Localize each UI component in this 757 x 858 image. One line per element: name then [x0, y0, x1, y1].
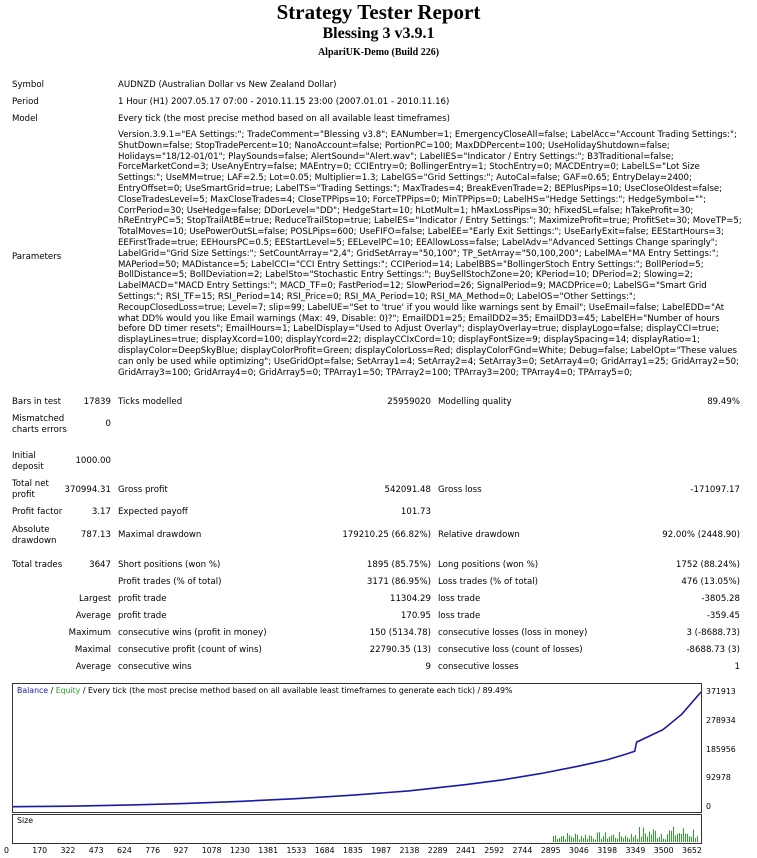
- legend-description: / Every tick (the most precise method based on all available least timeframes to generate each tick) / 89.49%: [80, 686, 513, 695]
- alt-label: loss trade: [438, 611, 481, 621]
- lpt-value: 11304.29: [389, 594, 431, 604]
- grossloss-label: Gross loss: [438, 485, 482, 495]
- size-bar: [597, 832, 598, 842]
- period-label: Period: [12, 97, 39, 107]
- size-bar: [577, 835, 578, 842]
- size-bar: [573, 838, 574, 842]
- size-bar: [617, 839, 618, 842]
- size-bar: [663, 839, 664, 842]
- x-tick-label: 2289: [427, 846, 448, 855]
- reldd-value: 92.00% (2448.90): [662, 530, 740, 540]
- apt-label: profit trade: [118, 611, 167, 621]
- x-tick-label: 3500: [653, 846, 674, 855]
- size-bar: [667, 834, 668, 842]
- deposit-value: 1000.00: [75, 456, 111, 466]
- legend-equity: Equity: [55, 686, 81, 695]
- y-tick-label: 0: [706, 802, 711, 811]
- chart-legend: [17, 686, 512, 695]
- short-label: Short positions (won %): [118, 560, 221, 570]
- y-tick-label: 92978: [706, 773, 731, 783]
- mclc-label: consecutive loss (count of losses): [438, 645, 583, 655]
- x-tick-label: 2744: [512, 846, 533, 855]
- size-bar: [653, 829, 654, 842]
- maximal-label: Maximal: [74, 645, 111, 655]
- x-tick-label: 1987: [371, 846, 392, 855]
- size-bar: [693, 830, 694, 842]
- x-tick-label: 3652: [682, 846, 702, 855]
- absdd-value: 787.13: [80, 530, 111, 540]
- x-tick-label: 1533: [286, 846, 307, 855]
- size-bar: [685, 834, 686, 842]
- size-bar: [559, 838, 560, 842]
- x-tick-label: 3046: [569, 846, 589, 855]
- reldd-label: Relative drawdown: [438, 530, 520, 540]
- acl-value: 1: [734, 662, 740, 672]
- period-value: 1 Hour (H1) 2007.05.17 07:00 - 2010.11.15 23:00 (2007.01.01 - 2010.11.16): [118, 97, 450, 107]
- size-bar: [633, 837, 634, 842]
- x-tick-label: 1684: [314, 846, 335, 855]
- parameters-label: Parameters: [12, 252, 62, 262]
- size-bar: [687, 834, 688, 842]
- size-bar: [689, 836, 690, 842]
- size-bar: [579, 839, 580, 842]
- short-value: 1895 (85.75%): [366, 560, 431, 570]
- size-bar: [661, 834, 662, 842]
- size-bar: [671, 831, 672, 842]
- size-bar: [691, 837, 692, 842]
- size-bar: [605, 832, 606, 842]
- ticks-label: Ticks modelled: [118, 397, 183, 407]
- mcl-label: consecutive losses (loss in money): [438, 628, 588, 638]
- average-label: Average: [75, 611, 111, 621]
- size-bar: [581, 836, 582, 842]
- absdd-label-1: Absolute: [12, 525, 50, 535]
- mcl-value: 3 (-8688.73): [686, 628, 740, 638]
- size-bar: [587, 839, 588, 842]
- size-bar: [621, 836, 622, 842]
- netprofit-label-1: Total net: [12, 479, 49, 489]
- lt-value: 476 (13.05%): [681, 577, 740, 587]
- x-tick-label: 2138: [399, 846, 420, 855]
- size-bar: [665, 839, 666, 842]
- size-bar: [599, 832, 600, 842]
- maxdd-label: Maximal drawdown: [118, 530, 202, 540]
- size-bar: [629, 839, 630, 842]
- maximum-label: Maximum: [68, 628, 111, 638]
- mclc-value: -8688.73 (3): [686, 645, 740, 655]
- size-bar: [613, 835, 614, 842]
- size-bar: [679, 833, 680, 842]
- pt-label: Profit trades (% of total): [118, 577, 222, 587]
- size-bar: [643, 828, 644, 842]
- balance-chart: [12, 683, 702, 813]
- x-tick-label: 2441: [456, 846, 476, 855]
- size-bar: [583, 838, 584, 842]
- size-bar: [619, 832, 620, 842]
- y-tick-label: 278934: [706, 715, 736, 725]
- x-tick-label: 3349: [625, 846, 646, 855]
- y-tick-label: 185956: [706, 744, 736, 754]
- long-value: 1752 (88.24%): [675, 560, 740, 570]
- size-bar: [561, 836, 562, 842]
- acl-label: consecutive losses: [438, 662, 519, 672]
- balance-series-line: [13, 692, 701, 807]
- size-bar: [557, 839, 558, 842]
- size-bar: [603, 836, 604, 842]
- size-bar: [565, 839, 566, 842]
- legend-separator: /: [48, 686, 56, 695]
- size-bar: [555, 836, 556, 842]
- size-bar: [681, 834, 682, 842]
- size-bar: [615, 838, 616, 842]
- size-bar: [657, 838, 658, 842]
- lt-label: Loss trades (% of total): [438, 577, 538, 587]
- ticks-value: 25959020: [387, 397, 431, 407]
- acw-label: consecutive wins: [118, 662, 192, 672]
- x-tick-label: 2592: [484, 846, 505, 855]
- symbol-label: Symbol: [12, 80, 45, 90]
- size-bar: [611, 836, 612, 842]
- llt-label: loss trade: [438, 594, 481, 604]
- alt-value: -359.45: [706, 611, 740, 621]
- size-bar: [649, 832, 650, 842]
- trades-value: 3647: [89, 560, 111, 570]
- apt-value: 170.95: [400, 611, 431, 621]
- quality-value: 89.49%: [707, 397, 740, 407]
- size-bar: [553, 836, 554, 842]
- long-label: Long positions (won %): [438, 560, 539, 570]
- mcw-value: 150 (5134.78): [369, 628, 431, 638]
- x-tick-label: 1230: [230, 846, 250, 855]
- maxdd-value: 179210.25 (66.82%): [342, 530, 431, 540]
- bars-value: 17839: [83, 397, 111, 407]
- size-bar: [637, 839, 638, 842]
- mismatch-value: 0: [105, 419, 111, 429]
- ep-label: Expected payoff: [118, 507, 188, 517]
- mcp-value: 22790.35 (13): [369, 645, 431, 655]
- y-tick-label: 371913: [706, 687, 736, 696]
- size-bar: [601, 839, 602, 842]
- x-tick-label: 3198: [597, 846, 618, 855]
- size-bar: [631, 834, 632, 842]
- size-panel: [12, 814, 702, 844]
- size-bar: [591, 836, 592, 842]
- absdd-label-2: drawdown: [12, 536, 57, 546]
- size-bar: [669, 830, 670, 842]
- size-bar: [647, 837, 648, 842]
- report-subtitle: Blessing 3 v3.9.1: [322, 25, 435, 42]
- size-histogram: [13, 815, 701, 843]
- llt-value: -3805.28: [701, 594, 740, 604]
- x-tick-label: 776: [145, 846, 161, 855]
- x-tick-label: 2895: [540, 846, 561, 855]
- size-bar: [595, 840, 596, 842]
- trades-label: Total trades: [12, 560, 63, 570]
- size-bar: [563, 836, 564, 842]
- size-bar: [593, 839, 594, 842]
- size-bar: [609, 837, 610, 842]
- grossprofit-value: 542091.48: [384, 485, 431, 495]
- symbol-value: AUDNZD (Australian Dollar vs New Zealand Dollar): [118, 80, 337, 90]
- legend-balance: Balance: [17, 686, 49, 695]
- size-bar: [675, 835, 676, 842]
- size-bar: [567, 833, 568, 842]
- size-bar: [569, 835, 570, 842]
- size-bar: [625, 836, 626, 842]
- size-bar: [575, 834, 576, 842]
- average2-label: Average: [75, 662, 111, 672]
- report-title: Strategy Tester Report: [276, 0, 481, 24]
- deposit-label-1: Initial: [12, 451, 36, 461]
- size-bar: [683, 828, 684, 842]
- x-tick-label: 624: [117, 846, 132, 855]
- size-bar: [645, 833, 646, 842]
- pf-label: Profit factor: [12, 507, 63, 517]
- x-tick-label: 322: [60, 846, 76, 855]
- balance-chart-svg: [13, 684, 701, 812]
- server-name: AlpariUK-Demo (Build 226): [317, 47, 440, 58]
- size-bar: [585, 835, 586, 842]
- size-bar: [677, 834, 678, 842]
- x-tick-label: 1835: [343, 846, 363, 855]
- size-bar: [607, 838, 608, 842]
- mismatch-label-1: Mismatched: [12, 414, 65, 424]
- x-tick-label: 473: [88, 846, 104, 855]
- pt-value: 3171 (86.95%): [366, 577, 431, 587]
- netprofit-value: 370994.31: [64, 485, 111, 495]
- x-tick-label: 1381: [258, 846, 279, 855]
- size-bar: [639, 827, 640, 842]
- size-bar: [695, 838, 696, 842]
- size-bar: [623, 838, 624, 842]
- mcp-label: consecutive profit (count of wins): [118, 645, 262, 655]
- size-bar: [635, 835, 636, 842]
- size-bar: [673, 827, 674, 842]
- ep-value: 101.73: [400, 507, 431, 517]
- x-tick-label: 170: [32, 846, 48, 855]
- size-bar: [589, 836, 590, 842]
- grossprofit-label: Gross profit: [118, 485, 168, 495]
- x-tick-label: 927: [173, 846, 189, 855]
- size-bar: [651, 834, 652, 842]
- grossloss-value: -171097.17: [690, 485, 740, 495]
- bars-label: Bars in test: [12, 397, 61, 407]
- lpt-label: profit trade: [118, 594, 167, 604]
- size-label: Size: [17, 816, 34, 825]
- model-value: Every tick (the most precise method based on all available least timeframes): [118, 114, 451, 124]
- quality-label: Modelling quality: [438, 397, 512, 407]
- model-label: Model: [12, 114, 38, 124]
- mismatch-label-2: charts errors: [12, 425, 67, 435]
- acw-value: 9: [425, 662, 431, 672]
- netprofit-label-2: profit: [12, 490, 35, 500]
- size-bar: [641, 837, 642, 842]
- size-bar: [659, 837, 660, 842]
- x-tick-label: 0: [4, 846, 9, 855]
- parameters-value: Version.3.9.1="EA Settings:"; TradeComment="Blessing v3.8"; EANumber=1; EmergencyCloseAll=false; LabelAcc="Account Trading Settings:"; ShutDown=false; StopTradePercent=10; NanoAccount=false; PortionPC=100; MaxDDPercent=100; UseHolidayShutdown=false; Holidays="18/12-01/01"; PlaySounds=false; AlertSound="Alert.wav"; LabelIES="Indicator / Entry Settings:"; B3Traditional=false; ForceMarketCond=3; UseAnyEntry=false; MAEntry=0; CCIEntry=0; BollingerEntry=1; StochEntry=0; MACDEntry=0; LabelLS="Lot Size Settings:"; UseMM=true; LAF=2.5; Lot=0.05; Multiplier=1.3; LabelGS="Grid Settings:"; AutoCal=false; GAF=0.65; EntryDelay=2400; EntryOffset=0; UseSmartGrid=true; LabelTS="Trading Settings:"; MaxTrades=4; BreakEvenTrade=2; BEPlusPips=10; UseCloseOldest=false; CloseTradesLevel=5; MaxCloseTrades=4; CloseTPPips=10; ForceTPPips=0; MinTPPips=0; LabelHS="Hedge Settings:"; HedgeSymbol=""; CorrPeriod=30; UseHedge=false; DDorLevel="DD"; HedgeStart=10; hLotMult=1; hMaxLossPips=30; hFixedSL=false; hTakeProfit=30; hReEntryPC=5; StopTrailAtBE=true; ReduceTrailStop=true; LabelES="Indicator / Entry Settings:"; MaximizeProfit=true; ProfitSet=30; MoveTP=5; TotalMoves=10; UsePowerOutSL=false; POSLPips=600; UseFIFO=false; LabelEE="Early Exit Settings:"; UseEarlyExit=false; EEStartHours=3; EEFirstTrade=true; EEHoursPC=0.5; EEStartLevel=5; EELevelPC=10; EEAllowLoss=false; LabelAdv="Advanced Settings Change sparingly"; LabelGrid="Grid Size Settings:"; SetCountArray="2,4"; GridSetArray="50,100"; TP_SetArray="50,100,200"; LabelMA="MA Entry Settings:"; MAPeriod=50; MADistance=5; LabelCCI="CCI Entry Settings:"; CCIPeriod=14; LabelBBS="BollingerStoch Entry Settings:"; BollPeriod=5; BollDistance=5; BollDeviation=2; LabelSto="Stochastic Entry Settings:"; BuySellStochZone=20; KPeriod=10; DPeriod=2; Slowing=2; LabelMACD="MACD Entry Settings:"; MACD_TF=0; FastPeriod=12; SlowPeriod=26; SignalPeriod=9; MACDPrice=0; LabelSG="Smart Grid Settings:"; RSI_TF=15; RSI_Period=14; RSI_Price=0; RSI_MA_Period=10; RSI_MA_Method=0; LabelOS="Other Settings:"; RecoupClosedLoss=true; Level=7; slip=99; LabelUE="Set to 'true' if you would like warnings sent by Email"; UseEmail=false; LabelEDD="At what DD% would you like Email warnings (Max: 49, Disable: 0)?"; EmailDD1=25; EmailDD2=35; EmailDD3=45; LabelEH="Number of hours before DD timer resets"; EmailHours=1; LabelDisplay="Used to Adjust Overlay"; displayOverlay=true; displayLogo=false; displayCCI=true; displayLines=true; displayXcord=100; displayYcord=22; displayCCIxCord=10; displayFontSize=9; displaySpacing=14; displayRatio=1; displayColor=DeepSkyBlue; displayColorProfit=Green; displayColorLoss=Red; displayColorFGnd=White; Debug=false; LabelOpt="These values can only be used while optimizing"; UseGridOpt=false; SetArray1=4; SetArray2=4; SetArray3=0; SetArray4=0; GridArray1=25; GridArray2=50; GridArray3=100; GridArray4=0; GridArray5=0; TPArray1=50; TPArray2=100; TPArray3=200; TPArray4=0; TPArray5=0;: [118, 130, 742, 378]
- largest-label: Largest: [78, 594, 111, 604]
- pf-value: 3.17: [91, 507, 111, 517]
- size-bar: [571, 837, 572, 842]
- deposit-label-2: deposit: [12, 462, 44, 472]
- size-bar: [655, 831, 656, 842]
- x-tick-label: 1078: [201, 846, 222, 855]
- mcw-label: consecutive wins (profit in money): [118, 628, 267, 638]
- size-bar: [697, 836, 698, 842]
- size-bar: [627, 837, 628, 842]
